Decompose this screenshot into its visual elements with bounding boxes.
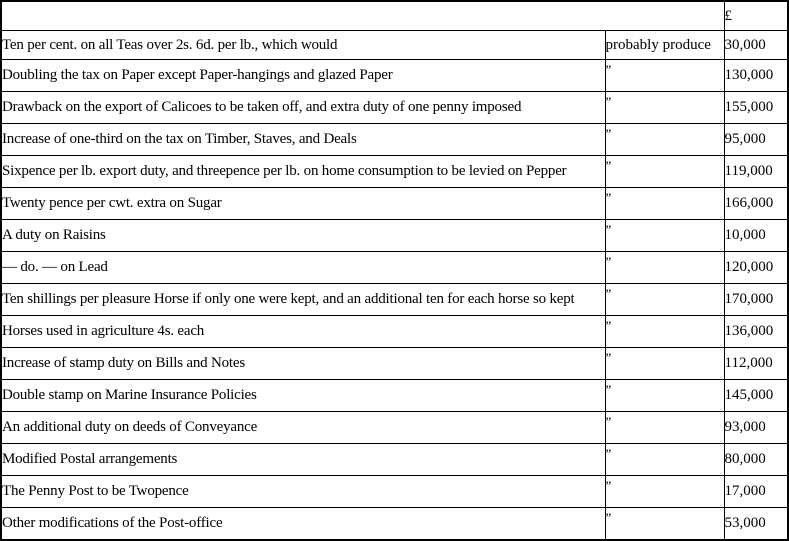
row-description: A duty on Raisins — [1, 220, 605, 252]
table-row — [1, 508, 788, 541]
row-description: An additional duty on deeds of Conveyance — [1, 412, 605, 444]
row-produce: ” — [605, 316, 724, 348]
row-amount: 53,000 — [724, 508, 788, 541]
row-amount: 17,000 — [724, 476, 788, 508]
row-amount: 120,000 — [724, 252, 788, 284]
row-description: The Penny Post to be Twopence — [1, 476, 605, 508]
row-description: Twenty pence per cwt. extra on Sugar — [1, 188, 605, 220]
row-description: Modified Postal arrangements — [1, 444, 605, 476]
row-produce: ” — [605, 188, 724, 220]
header-row — [1, 1, 788, 31]
table-row — [1, 156, 788, 188]
table-row — [1, 31, 788, 60]
table-body — [1, 31, 788, 541]
table-row — [1, 380, 788, 412]
row-produce: ” — [605, 284, 724, 316]
table-row — [1, 316, 788, 348]
row-amount: 130,000 — [724, 60, 788, 92]
row-produce: ” — [605, 156, 724, 188]
row-amount: 136,000 — [724, 316, 788, 348]
table-row — [1, 284, 788, 316]
row-produce: ” — [605, 124, 724, 156]
table-row — [1, 476, 788, 508]
row-description: Horses used in agriculture 4s. each — [1, 316, 605, 348]
row-description: — do. — on Lead — [1, 252, 605, 284]
row-amount: 93,000 — [724, 412, 788, 444]
row-description: Increase of one-third on the tax on Timber, Staves, and Deals — [1, 124, 605, 156]
table-row — [1, 92, 788, 124]
row-produce: ” — [605, 252, 724, 284]
row-amount: 166,000 — [724, 188, 788, 220]
row-produce: ” — [605, 412, 724, 444]
row-amount: 30,000 — [724, 31, 788, 60]
row-amount: 119,000 — [724, 156, 788, 188]
currency-header: £ — [724, 1, 788, 31]
row-description: Ten shillings per pleasure Horse if only one were kept, and an additional ten for each horse so kept — [1, 284, 605, 316]
row-produce: probably produce — [605, 31, 724, 60]
row-description: Drawback on the export of Calicoes to be taken off, and extra duty of one penny imposed — [1, 92, 605, 124]
header-empty-cell — [1, 1, 724, 31]
row-produce: ” — [605, 348, 724, 380]
row-amount: 170,000 — [724, 284, 788, 316]
row-produce: ” — [605, 380, 724, 412]
row-amount: 145,000 — [724, 380, 788, 412]
row-amount: 80,000 — [724, 444, 788, 476]
row-amount: 155,000 — [724, 92, 788, 124]
row-description: Double stamp on Marine Insurance Policies — [1, 380, 605, 412]
table-row — [1, 124, 788, 156]
table-row — [1, 412, 788, 444]
row-produce: ” — [605, 92, 724, 124]
row-produce: ” — [605, 60, 724, 92]
table-row — [1, 252, 788, 284]
table-row — [1, 348, 788, 380]
table-row — [1, 220, 788, 252]
table-row — [1, 188, 788, 220]
row-produce: ” — [605, 476, 724, 508]
table-row — [1, 60, 788, 92]
row-description: Ten per cent. on all Teas over 2s. 6d. per lb., which would — [1, 31, 605, 60]
row-produce: ” — [605, 508, 724, 541]
row-amount: 10,000 — [724, 220, 788, 252]
row-description: Other modifications of the Post-office — [1, 508, 605, 541]
table-row — [1, 444, 788, 476]
row-produce: ” — [605, 444, 724, 476]
row-amount: 112,000 — [724, 348, 788, 380]
row-description: Sixpence per lb. export duty, and threepence per lb. on home consumption to be levied on Pepper — [1, 156, 605, 188]
row-description: Doubling the tax on Paper except Paper-hangings and glazed Paper — [1, 60, 605, 92]
row-produce: ” — [605, 220, 724, 252]
row-description: Increase of stamp duty on Bills and Notes — [1, 348, 605, 380]
row-amount: 95,000 — [724, 124, 788, 156]
